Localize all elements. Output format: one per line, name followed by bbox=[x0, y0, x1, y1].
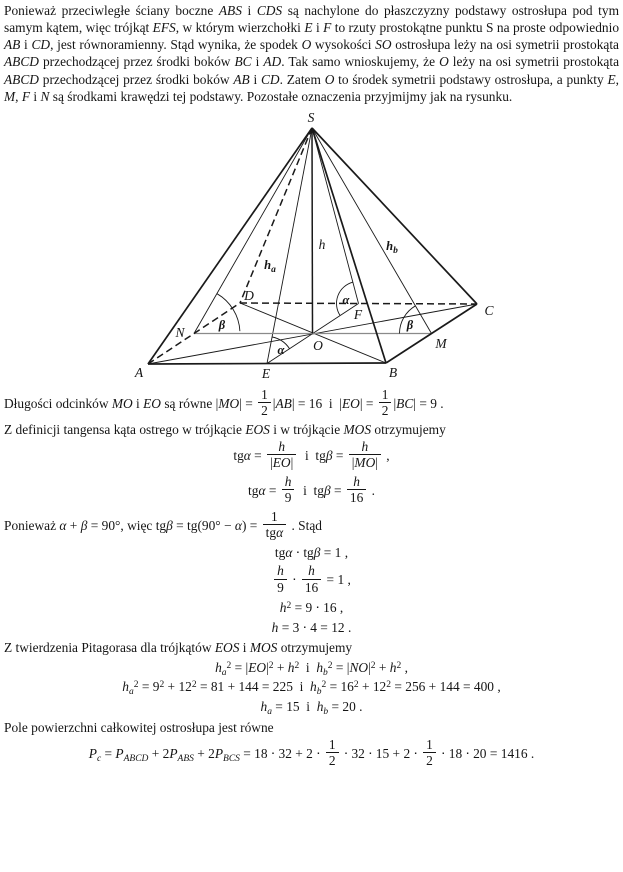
label-N: N bbox=[175, 324, 185, 340]
formula-slant-heights: $h_a = 15$ i $h_b = 20$ . bbox=[260, 699, 363, 718]
label-alpha-at-E: α bbox=[277, 342, 285, 357]
formula-total-area: $P_c = P_{ABCD} + 2P_{ABS} + 2P_{BCS} = 18 \cdot 32 + 2$ ⋅ $\frac{1}{2}$ ⋅ 32 ⋅ 15 + 2 ⋅ $\frac{1}{2}$ ⋅ 18 ⋅ 20 = 1416 . bbox=[88, 736, 535, 769]
label-slant-hb: $h_b$ bbox=[386, 238, 398, 256]
label-F: F bbox=[353, 306, 363, 322]
figure-labels bbox=[134, 110, 495, 381]
paragraph-pythagoras: Z twierdzenia Pitagorasa dla trójkątów EOS i MOS otrzymujemy bbox=[4, 640, 353, 656]
label-A: A bbox=[134, 364, 144, 380]
label-O: O bbox=[313, 337, 323, 353]
formula-h-squared: $h^2 = 9 \cdot 16$ , bbox=[279, 599, 344, 615]
figure-container bbox=[4, 109, 619, 387]
formula-pythagoras-values: $h_a^2 = 9^2 + 12^2 = 81 + 144 = 225$ i $h_b^2 = 16^2 + 12^2 = 256 + 144 = 400$ , bbox=[122, 679, 501, 698]
label-B: B bbox=[388, 364, 398, 380]
formula-pythagoras-general: $h_a^2 = |EO|^2 + h^2$ i $h_b^2 = |NO|^2 + h^2$ , bbox=[215, 659, 408, 678]
label-C: C bbox=[484, 302, 494, 318]
formula-tangent-values: tgα = $\frac{h}{9}$ i tgβ = $\frac{h}{16}$ . bbox=[248, 473, 375, 506]
formula-tangent-product-values: $\frac{h}{9}$ ⋅ $\frac{h}{16}$ = 1 , bbox=[4, 565, 619, 597]
edge-SA bbox=[148, 128, 312, 364]
formula-h-value: h = 3 ⋅ 4 = 12 . bbox=[271, 619, 352, 635]
label-beta-at-M: β bbox=[406, 317, 414, 332]
paragraph-angle-sum: Ponieważ α + β = 90°, więc tgβ = tg(90° − α) = $\frac{1}{\text{tgα}}$ . Stąd bbox=[4, 508, 322, 540]
formula-tangent-product: tgα ⋅ tgβ = 1 , bbox=[274, 545, 349, 561]
edge-SC bbox=[312, 128, 477, 304]
label-S: S bbox=[307, 109, 315, 125]
label-beta-at-N: β bbox=[218, 317, 226, 332]
formula-tangent-definitions: tgα = $\frac{h}{|EO|}$ i tgβ = $\frac{h}{|MO|}$ , bbox=[233, 438, 390, 471]
segment-SF bbox=[312, 128, 359, 304]
label-slant-ha: $h_a$ bbox=[264, 257, 276, 275]
edge-AB bbox=[148, 363, 386, 364]
paragraph-total-area: Pole powierzchni całkowitej ostrosłupa jest równe bbox=[4, 719, 274, 735]
pyramid-figure bbox=[4, 109, 619, 383]
label-height-h: h bbox=[318, 236, 326, 252]
label-D: D bbox=[244, 287, 254, 303]
label-alpha-at-F: α bbox=[342, 292, 350, 307]
segment-SE bbox=[267, 128, 312, 364]
paragraph-intro: Ponieważ przeciwległe ściany boczne ABS i CDS są nachylone do płaszczyzny podstawy ostrosłupa pod tym samym kątem, więc trójkąt EFS, w którym wierzchołki E i F to rzuty prostokątne punktu S na proste odpowiednio AB i CD, jest równoramienny. Stąd wynika, że spodek O wysokości SO ostrosłupa leży na osi symetrii prostokąta ABCD przechodzącej przez środki boków BC i AD. Tak samo wnioskujemy, że O leży na osi symetrii prostokąta ABCD przechodzącej przez środki boków AB i CD. Zatem O to środek symetrii podstawy ostrosłupa, a punkty E, M, F i N są środkami krawędzi tej podstawy. Pozostałe oznaczenia przyjmijmy jak na rysunku. bbox=[4, 3, 620, 104]
label-M: M bbox=[435, 335, 447, 351]
label-E: E bbox=[261, 365, 271, 381]
paragraph-segment-lengths: Długości odcinków MO i EO są równe |MO| = $\frac{1}{2}$ |AB| = 16 i |EO| = $\frac{1}{2}$ |BC| = 9 . bbox=[4, 386, 444, 419]
figure-lines bbox=[148, 128, 477, 364]
paragraph-tangent-definition: Z definicji tangensa kąta ostrego w trójkącie EOS i w trójkącie MOS otrzymujemy bbox=[4, 421, 446, 437]
